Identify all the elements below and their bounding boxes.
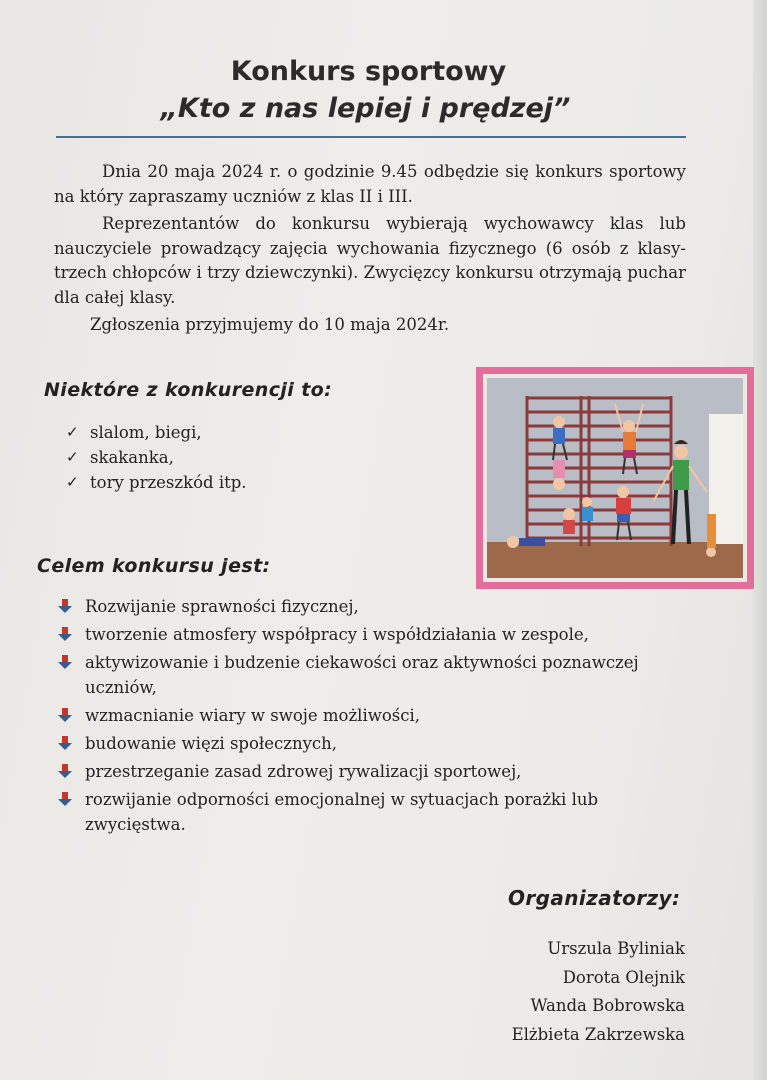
checkmark-icon: ✓ (66, 448, 79, 466)
list-item (55, 594, 695, 619)
checkmark-icon: ✓ (66, 423, 79, 441)
goal-label: wzmacnianie wiary w swoje możliwości, (85, 706, 421, 725)
arrow-bullet-icon (57, 627, 73, 642)
arrow-bullet-icon (57, 599, 73, 614)
competitions-heading: Niektóre z konkurencji to: (44, 379, 333, 401)
competition-label: slalom, biegi, (90, 423, 202, 442)
page-edge (753, 0, 767, 1080)
list-item (66, 470, 247, 495)
goal-label: Rozwijanie sprawności fizycznej, (85, 597, 359, 616)
list-item (55, 787, 695, 837)
checkmark-icon: ✓ (66, 473, 79, 491)
organizers-list (512, 935, 685, 1049)
goals-heading: Celem konkursu jest: (37, 555, 271, 577)
poster-title: Konkurs sportowy (230, 56, 507, 87)
title-divider (56, 136, 686, 138)
competition-label: skakanka, (90, 448, 174, 467)
goal-label: przestrzeganie zasad zdrowej rywalizacji sportowej, (85, 762, 522, 781)
list-item (55, 703, 695, 728)
list-item (55, 622, 695, 647)
organizer-name: Elżbieta Zakrzewska (511, 1024, 685, 1044)
organizer-name: Wanda Bobrowska (530, 996, 685, 1015)
competitions-list (66, 420, 247, 495)
gym-drawing-svg (483, 374, 747, 582)
poster-subtitle: „Kto z nas lepiej i prędzej” (160, 93, 571, 124)
organizer-name: Dorota Olejnik (562, 967, 685, 987)
arrow-bullet-icon (57, 708, 73, 723)
goals-list (55, 594, 695, 840)
list-item (66, 420, 247, 445)
list-item (55, 759, 695, 784)
goal-label: rozwijanie odporności emocjonalnej w sytuacjach porażki lub zwycięstwa. (85, 790, 599, 834)
goal-label: budowanie więzi społecznych, (85, 734, 338, 753)
competition-label: tory przeszkód itp. (90, 473, 247, 492)
intro-paragraph-representatives: Reprezentantów do konkursu wybierają wychowawcy klas lub nauczyciele prowadzący zajęcia wychowania fizycznego (6 osób z klasy- trzech chłopców i trzy dziewczynki). Zwycięzcy konkursu otrzymają puchar dla całej klasy. (54, 214, 686, 307)
arrow-bullet-icon (57, 764, 73, 779)
list-item (55, 731, 695, 756)
list-item (55, 650, 695, 700)
goal-label: aktywizowanie i budzenie ciekawości oraz aktywności poznawczej uczniów, (85, 653, 639, 697)
intro-paragraph-date: Dnia 20 maja 2024 r. o godzinie 9.45 odbędzie się konkurs sportowy na który zapraszamy uczniów z klas II i III. (54, 162, 686, 206)
organizers-heading: Organizatorzy: (508, 886, 681, 910)
arrow-bullet-icon (57, 655, 73, 670)
goal-label: tworzenie atmosfery współpracy i współdziałania w zespole, (85, 625, 589, 644)
arrow-bullet-icon (57, 736, 73, 751)
intro-paragraph-registration: Zgłoszenia przyjmujemy do 10 maja 2024r. (90, 315, 450, 334)
gym-drawing-image (476, 367, 754, 589)
list-item (66, 445, 247, 470)
arrow-bullet-icon (57, 792, 73, 807)
organizer-name: Urszula Byliniak (547, 939, 685, 958)
